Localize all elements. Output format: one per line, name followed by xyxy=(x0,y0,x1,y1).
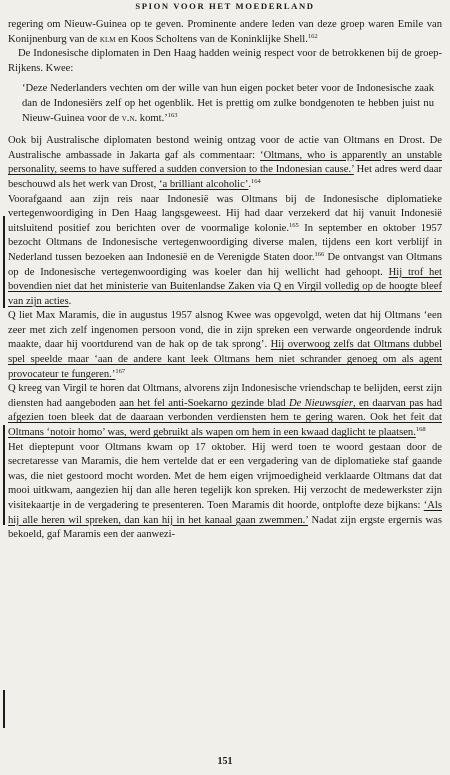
text-run: komt.’ xyxy=(137,112,168,124)
running-head: SPION VOOR HET MOEDERLAND xyxy=(135,1,315,11)
footnote-ref: 162 xyxy=(307,32,318,40)
footnote-ref: 165 xyxy=(289,221,299,229)
text-run: . xyxy=(248,178,252,190)
text-run: regering om Nieuw-Guinea op te geven. Prominente andere leden van deze groep waren Emile van Konijnenburg van de xyxy=(8,19,442,45)
paragraph-2: De Indonesische diplomaten in Den Haag hadden weinig respect voor de betrokkenen bij de groep-Rijkens. Kwee: xyxy=(8,48,442,74)
underlined-italic-title: De Nieuwsgier xyxy=(288,397,353,409)
paragraph-7 xyxy=(8,441,442,543)
footnote-ref: 168 xyxy=(415,426,426,434)
margin-line-mark xyxy=(3,216,5,308)
underlined-passage: Hij trof het bovendien niet dat het ministerie van Buitenlandse Zaken via Q en Virgil volledig op de hoogte bleef van zijn acties xyxy=(8,266,442,307)
text-run: . xyxy=(68,295,72,307)
text-run: Ook bij Australische diplomaten bestond weinig ontzag voor de actie van Oltmans en Drost. De Australische ambassade in Jakarta gaf als commentaar: xyxy=(8,135,442,161)
underlined-passage: Hij overwoog zelfs dat Oltmans dubbel spel speelde maar ‘aan de andere kant leek Oltmans hem niet schrander genoeg om als agent provocateur te fungeren.’ xyxy=(8,339,442,380)
text-run: De ontvangst van Oltmans op de Indonesische vertegenwoordiging was koeler dan hij wellicht had gehoopt. xyxy=(8,251,442,278)
underlined-passage: aan het fel anti-Soekarno gezinde blad xyxy=(119,397,289,409)
text-run: Het adres werd daar beschouwd als het werk van Drost, xyxy=(8,164,442,190)
small-caps-run: klm xyxy=(99,33,116,45)
text-run: Q liet Max Maramis, die in augustus 1957 alsnog Kwee was opgevolgd, weten dat hij Oltmans ‘een zeer met zich zelf ingenomen persoon vond, die in zijn spreken een verwarde ongeordende indruk maakte, daar hij voortdurend van de hak op de tak sprong’. xyxy=(8,310,442,351)
underlined-passage: ‘Oltmans, who is apparently an unstable personality, seems to have suffered a sudden conversion to the Indonesian cause.’ xyxy=(8,149,442,176)
text-run: en Koos Scholtens van de Koninklijke Shell. xyxy=(115,33,308,45)
text-run: ‘Deze Nederlanders vechten om der wille van hun eigen pocket beter voor de Indonesische zaak dan de Indonesiërs zelf op het ogenblik. Het is prettig om zulke bondgenoten te hebben juist nu Nieuw-Guinea voor de xyxy=(22,83,434,124)
block-quote xyxy=(22,82,434,126)
underlined-passage: ‘a brilliant alcoholic’ xyxy=(158,178,249,190)
text-run: Het dieptepunt voor Oltmans kwam op 17 oktober. Hij werd toen te woord gestaan door de secretaresse van Maramis, die hem vertelde dat er een vergadering van de diplomatieke staf gaande was, die niet gestoord mocht worden. Met de hem eigen vrijmoedigheid verklaarde Oltmans dat dat mooi uitkwam, aangezien hij dan alle heren tegelijk kon spreken. Hij verzocht de medewerkster zijn visitekaartje in de vergadering te presenteren. Toen Maramis dit hoorde, ontplofte deze bijkans: xyxy=(8,441,442,511)
footnote-ref: 166 xyxy=(314,250,325,258)
small-caps-run: v.n. xyxy=(121,112,138,124)
footnote-ref: 167 xyxy=(115,367,126,375)
paragraph-5 xyxy=(8,309,442,382)
text-run: Voorafgaand aan zijn reis naar Indonesië was Oltmans bij de Indonesische diplomatieke vertegenwoordiging in Den Haag langsgeweest. Hij had daar verzekerd dat hij vanuit Indonesië uitsluitend positief zou berichten over de voormalige kolonie. xyxy=(8,193,442,234)
paragraph-1 xyxy=(8,18,442,47)
text-run: In september en oktober 1957 bezocht Oltmans de Indonesische vertegenwoordiging diverse malen, tijdens een kort verblijf in Nederland tussen bezoeken aan Indonesië en de Verenigde Staten door. xyxy=(8,222,442,263)
footnote-ref: 164 xyxy=(251,177,261,185)
underlined-passage: , en daarvan pas had afgezien toen bleek dat de daaraan verbonden verdiensten hem te gering waren. Ook het feit dat Oltmans ‘notoir homo’ was, werd gebruikt als wapen om hem in een kwaad daglicht te plaatsen. xyxy=(8,397,443,439)
paragraph-3 xyxy=(8,134,442,192)
text-run: Nadat zijn ergste ergernis was bekoeld, gaf Maramis een der aanwezi- xyxy=(8,514,442,541)
underlined-passage: ‘Als hij alle heren wil spreken, dan kan hij in het kanaal gaan zwemmen.’ xyxy=(8,500,442,526)
text-run: Q kreeg van Virgil te horen dat Oltmans, alvorens zijn Indonesische vriendschap te belijden, eerst zijn diensten had aangeboden xyxy=(8,383,442,409)
page-number: 151 xyxy=(217,756,233,767)
paragraph-4 xyxy=(8,193,442,310)
margin-line-mark xyxy=(3,425,5,525)
footnote-ref: 163 xyxy=(167,111,178,119)
body-text xyxy=(8,18,442,543)
margin-line-mark xyxy=(3,690,5,728)
paragraph-6 xyxy=(8,382,442,440)
